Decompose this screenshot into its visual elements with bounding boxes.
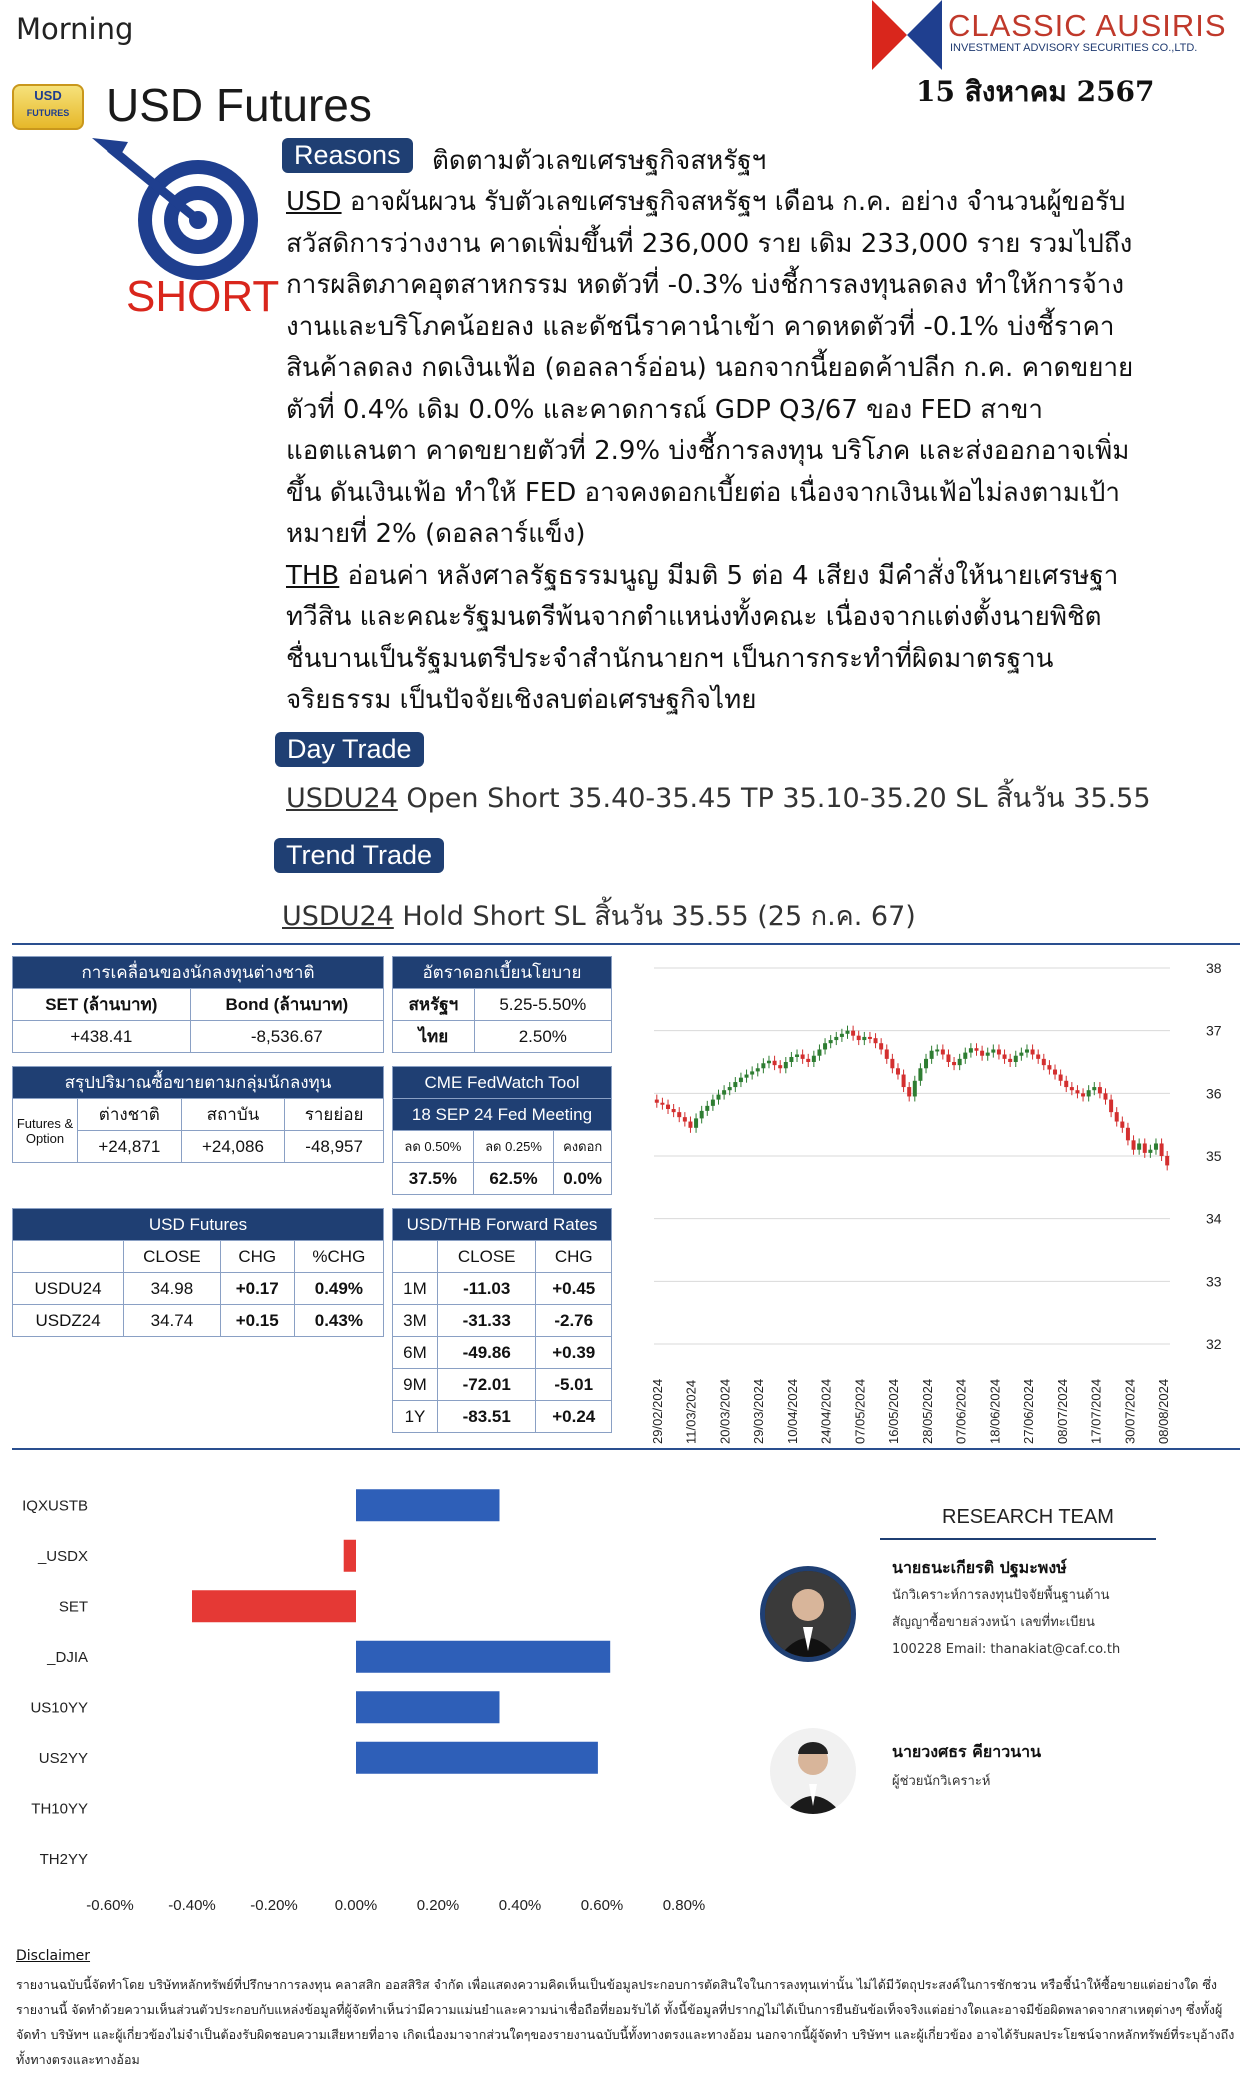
candle-body bbox=[660, 1103, 664, 1105]
candle-body bbox=[767, 1061, 771, 1064]
candle-body bbox=[823, 1043, 827, 1049]
candle-body bbox=[829, 1040, 833, 1043]
day-trade-line bbox=[286, 776, 1151, 819]
candle-body bbox=[941, 1049, 945, 1054]
bond-value: -8,536.67 bbox=[190, 1021, 383, 1053]
candle-body bbox=[963, 1053, 967, 1059]
institution-header: สถาบัน bbox=[181, 1099, 285, 1131]
fedwatch-table bbox=[392, 1066, 612, 1195]
candle-body bbox=[1081, 1093, 1085, 1096]
chg-header: CHG bbox=[220, 1241, 294, 1273]
analyst-2-name: นายวงศธร คียาวนาน bbox=[892, 1742, 1042, 1761]
thb-paragraph-text: อ่อนค่า หลังศาลรัฐธรรมนูญ มีมติ 5 ต่อ 4 เสียง มีคำสั่งให้นายเศรษฐา ทวีสิน และคณะรัฐมนตรีพ้นจากตำแหน่งทั้งคณะ เนื่องจากแต่งตั้งนายพิชิต ชื่นบานเป็นรัฐมนตรีประจำสำนักนายกฯ เป็นการกระทำที่ผิดมาตรฐานจริยธรรม เป็นปัจจัยเชิงลบต่อเศรษฐกิจไทย bbox=[286, 560, 1119, 715]
candle-body bbox=[1143, 1143, 1147, 1152]
table-row: 9M -72.01 -5.01 bbox=[393, 1369, 612, 1401]
usd-paragraph bbox=[286, 182, 1156, 556]
candle-body bbox=[666, 1105, 670, 1109]
analyst-2-avatar bbox=[770, 1728, 856, 1814]
thb-paragraph bbox=[286, 556, 1156, 722]
candle-body bbox=[1064, 1081, 1068, 1087]
x-tick-label: 29/03/2024 bbox=[751, 1378, 767, 1444]
candle-body bbox=[1148, 1150, 1152, 1153]
bar bbox=[344, 1540, 356, 1572]
candle-body bbox=[1165, 1156, 1169, 1165]
candle-body bbox=[1047, 1065, 1051, 1069]
report-date: 15 สิงหาคม 2567 bbox=[916, 75, 1155, 108]
day-trade-symbol: USDU24 bbox=[286, 783, 398, 814]
candle-body bbox=[874, 1038, 878, 1043]
candle-body bbox=[1008, 1059, 1012, 1062]
report-session-label: Morning bbox=[16, 12, 134, 46]
badge-bottom-text: FUTURES bbox=[26, 108, 70, 118]
trend-trade-symbol: USDU24 bbox=[282, 901, 394, 932]
table-row: 1Y -83.51 +0.24 bbox=[393, 1401, 612, 1433]
candle-body bbox=[795, 1054, 799, 1057]
foreign-header: ต่างชาติ bbox=[78, 1099, 182, 1131]
x-tick-label: 0.20% bbox=[416, 1897, 460, 1914]
market-change-bar-chart bbox=[0, 1460, 720, 1930]
candle-body bbox=[1014, 1056, 1018, 1062]
reasons-header: Reasons bbox=[282, 138, 413, 173]
candle-body bbox=[997, 1049, 1001, 1054]
x-tick-label: 10/04/2024 bbox=[784, 1378, 800, 1444]
candle-body bbox=[1109, 1100, 1113, 1113]
th-label: ไทย bbox=[393, 1021, 475, 1053]
company-name: CLASSIC AUSIRIS bbox=[948, 8, 1227, 43]
disclaimer-title: Disclaimer bbox=[16, 1948, 91, 1964]
day-trade-text: Open Short 35.40-35.45 TP 35.10-35.20 SL สิ้นวัน 35.55 bbox=[397, 783, 1151, 814]
candle-body bbox=[1160, 1143, 1164, 1156]
x-tick-label: 24/04/2024 bbox=[818, 1378, 834, 1444]
th-rate: 2.50% bbox=[474, 1021, 611, 1053]
candle-body bbox=[924, 1059, 928, 1068]
badge-top-text: USD bbox=[34, 88, 62, 103]
forward-rates-table bbox=[392, 1208, 612, 1433]
section-divider bbox=[12, 1448, 1240, 1450]
research-team-underline bbox=[880, 1538, 1156, 1540]
foreign-value: +24,871 bbox=[78, 1131, 182, 1163]
candle-body bbox=[918, 1068, 922, 1081]
x-tick-label: 28/05/2024 bbox=[919, 1378, 935, 1444]
candle-body bbox=[1036, 1054, 1040, 1058]
thb-keyword: THB bbox=[286, 560, 340, 591]
x-tick-label: 18/06/2024 bbox=[987, 1378, 1003, 1444]
hold-header: คงดอก bbox=[554, 1131, 612, 1163]
candle-body bbox=[806, 1059, 810, 1062]
x-tick-label: -0.60% bbox=[86, 1897, 134, 1914]
candle-body bbox=[1115, 1112, 1119, 1121]
bar bbox=[192, 1590, 356, 1622]
analyst-2-info: ผู้ช่วยนักวิเคราะห์ bbox=[892, 1774, 991, 1789]
candle-body bbox=[879, 1043, 883, 1049]
candle-body bbox=[711, 1100, 715, 1106]
x-tick-label: 11/03/2024 bbox=[683, 1379, 699, 1444]
policy-rate-title: อัตราดอกเบี้ยนโยบาย bbox=[393, 957, 612, 989]
y-tick-label: 36 bbox=[1206, 1085, 1222, 1102]
usd-futures-table bbox=[12, 1208, 384, 1337]
x-tick-label: 07/06/2024 bbox=[953, 1378, 969, 1444]
x-tick-label: 27/06/2024 bbox=[1021, 1378, 1037, 1444]
candle-body bbox=[857, 1036, 861, 1040]
x-tick-label: 20/03/2024 bbox=[717, 1378, 733, 1444]
candle-body bbox=[1075, 1090, 1079, 1093]
bond-header: Bond (ล้านบาท) bbox=[190, 989, 383, 1021]
usdthb-candlestick-chart bbox=[640, 950, 1240, 1450]
x-tick-label: -0.40% bbox=[168, 1897, 216, 1914]
candle-body bbox=[1154, 1143, 1158, 1149]
candle-body bbox=[958, 1059, 962, 1065]
x-tick-label: 0.60% bbox=[580, 1897, 624, 1914]
category-label: TH10YY bbox=[31, 1800, 88, 1818]
usd-futures-title: USD Futures bbox=[13, 1209, 384, 1241]
set-value: +438.41 bbox=[13, 1021, 191, 1053]
table-row: USDZ24 34.74 +0.15 0.43% bbox=[13, 1305, 384, 1337]
page-title: USD Futures bbox=[106, 79, 372, 131]
retail-header: รายย่อย bbox=[285, 1099, 384, 1131]
candle-body bbox=[739, 1078, 743, 1082]
candle-body bbox=[672, 1109, 676, 1112]
candle-body bbox=[1070, 1087, 1074, 1090]
candle-body bbox=[717, 1095, 721, 1100]
candle-body bbox=[986, 1053, 990, 1056]
candle-body bbox=[789, 1057, 793, 1062]
candle-body bbox=[812, 1056, 816, 1062]
candle-body bbox=[700, 1111, 704, 1119]
candle-body bbox=[991, 1049, 995, 1052]
company-logo-icon bbox=[872, 0, 942, 70]
foreign-flow-title: การเคลื่อนของนักลงทุนต่างชาติ bbox=[13, 957, 384, 989]
candle-body bbox=[761, 1063, 765, 1068]
candle-body bbox=[885, 1049, 889, 1058]
candle-body bbox=[980, 1051, 984, 1056]
x-tick-label: 07/05/2024 bbox=[852, 1378, 868, 1444]
candle-body bbox=[907, 1087, 911, 1096]
us-label: สหรัฐฯ bbox=[393, 989, 475, 1021]
x-tick-label: 0.00% bbox=[334, 1897, 378, 1914]
category-label: US2YY bbox=[38, 1749, 88, 1767]
forward-title: USD/THB Forward Rates bbox=[393, 1209, 612, 1241]
y-tick-label: 32 bbox=[1206, 1336, 1222, 1352]
candle-body bbox=[1126, 1128, 1130, 1141]
x-tick-label: 29/02/2024 bbox=[650, 1378, 665, 1444]
reasons-title: ติดตามตัวเลขเศรษฐกิจสหรัฐฯ bbox=[432, 146, 767, 176]
candle-body bbox=[1042, 1059, 1046, 1065]
hold-value: 0.0% bbox=[554, 1163, 612, 1195]
category-label: IQXUSTB bbox=[22, 1497, 88, 1515]
usd-keyword: USD bbox=[286, 187, 342, 217]
candle-body bbox=[745, 1075, 749, 1078]
candle-body bbox=[1025, 1049, 1029, 1052]
candle-body bbox=[1098, 1087, 1102, 1093]
x-tick-label: 17/07/2024 bbox=[1088, 1378, 1104, 1444]
x-tick-label: 0.40% bbox=[498, 1897, 542, 1914]
candle-body bbox=[896, 1068, 900, 1074]
x-tick-label: 08/07/2024 bbox=[1054, 1378, 1070, 1444]
candle-body bbox=[902, 1075, 906, 1088]
y-tick-label: 38 bbox=[1206, 960, 1222, 976]
candle-body bbox=[1137, 1143, 1141, 1149]
table-row: 3M -31.33 -2.76 bbox=[393, 1305, 612, 1337]
candle-body bbox=[1059, 1075, 1063, 1081]
close-header: CLOSE bbox=[124, 1241, 221, 1273]
cut25-header: ลด 0.25% bbox=[473, 1131, 554, 1163]
usd-paragraph-text: อาจผันผวน รับตัวเลขเศรษฐกิจสหรัฐฯ เดือน ก.ค. อย่าง จำนวนผู้ขอรับสวัสดิการว่างงาน คาดเพิ่มขึ้นที่ 236,000 ราย เดิม 233,000 ราย รวมไปถึงการผลิตภาคอุตสาหกรรม หดตัวที่ -0.3% บ่งชี้การลงทุนลดลง ทำให้การจ้างงานและบริโภคน้อยลง และดัชนีราคานำเข้า คาดหดตัวที่ -0.1% บ่งชี้ราคาสินค้าลดลง กดเงินเฟ้อ (ดอลลาร์อ่อน) นอกจากนี้ยอดค้าปลีก ก.ค. คาดขยายตัวที่ 0.4% เดิม 0.0% และคาดการณ์ GDP Q3/67 ของ FED สาขาแอตแลนตา คาดขยายตัวที่ 2.9% บ่งชี้การลงทุน บริโภค และส่งออกอาจเพิ่มขึ้น ดันเงินเฟ้อ ทำให้ FED อาจคงดอกเบี้ยต่อ เนื่องจากเงินเฟ้อไม่ลงตามเป้าหมายที่ 2% (ดอลลาร์แข็ง) bbox=[286, 187, 1134, 549]
candle-body bbox=[784, 1062, 788, 1068]
target-dart-icon bbox=[88, 138, 278, 280]
y-tick-label: 35 bbox=[1206, 1148, 1222, 1164]
candle-body bbox=[688, 1122, 692, 1128]
disclaimer-text: รายงานฉบับนี้จัดทำโดย บริษัทหลักทรัพย์ที่ปรึกษาการลงทุน คลาสสิก ออสสิริส จำกัด เพื่อแสดงความคิดเห็นเป็นข้อมูลประกอบการตัดสินใจในการลงทุนเท่านั้น ไม่ได้มีวัตถุประสงค์ในการชักชวน หรือชี้นำให้ซื้อขายแต่อย่างใด ซึ่งรายงานนี้ จัดทำด้วยความเห็นส่วนตัวประกอบกับแหล่งข้อมูลที่ผู้จัดทำเห็นว่ามีความแม่นยำและความน่าเชื่อถือที่ยอมรับได้ ทั้งนี้ข้อมูลที่ปรากฏไม่ได้เป็นการยืนยันข้อเท็จจริงแต่อย่างใดและอาจมีข้อผิดพลาดจากสาเหตุต่างๆ ซึ่งทั้งผู้จัดทำ บริษัทฯ และผู้เกี่ยวข้องไม่จำเป็นต้องรับผิดชอบความเสียหายที่อาจ เกิดเนื่องมาจากส่วนใดๆของรายงานฉบับนี้ทั้งทางตรงและทางอ้อม นอกจากนี้ผู้จัดทำ บริษัทฯ และผู้เกี่ยวข้อง อาจได้รับผลประโยชน์จากหลักทรัพย์ที่ระบุอ้างถึงทั้งทางตรงและทางอ้อม bbox=[16, 1977, 1235, 2067]
set-header: SET (ล้านบาท) bbox=[13, 989, 191, 1021]
fwd-chg-header: CHG bbox=[536, 1241, 612, 1273]
candle-body bbox=[773, 1061, 777, 1065]
analyst-1-avatar bbox=[760, 1566, 856, 1662]
fedwatch-meeting: 18 SEP 24 Fed Meeting bbox=[393, 1099, 612, 1131]
cut50-value: 37.5% bbox=[393, 1163, 474, 1195]
category-label: SET bbox=[58, 1598, 88, 1616]
candle-body bbox=[946, 1054, 950, 1062]
candle-body bbox=[722, 1090, 726, 1094]
candle-body bbox=[952, 1062, 956, 1065]
analyst-1-name: นายธนะเกียรติ ปฐมะพงษ์ bbox=[892, 1558, 1067, 1577]
table-row: USDU24 34.98 +0.17 0.49% bbox=[13, 1273, 384, 1305]
y-tick-label: 34 bbox=[1206, 1210, 1222, 1227]
candle-body bbox=[655, 1100, 659, 1103]
investor-summary-title: สรุปปริมาณซื้อขายตามกลุ่มนักลงทุน bbox=[13, 1067, 384, 1099]
trend-trade-header: Trend Trade bbox=[274, 838, 444, 873]
research-team-title: RESEARCH TEAM bbox=[942, 1506, 1114, 1528]
candle-body bbox=[733, 1082, 737, 1087]
x-tick-label: 0.80% bbox=[662, 1897, 706, 1914]
candle-body bbox=[846, 1031, 850, 1034]
pchg-header: %CHG bbox=[294, 1241, 383, 1273]
candle-body bbox=[1019, 1053, 1023, 1056]
x-tick-label: 08/08/2024 bbox=[1156, 1378, 1171, 1444]
category-label: US10YY bbox=[30, 1699, 88, 1717]
candle-body bbox=[1087, 1090, 1091, 1096]
fedwatch-title: CME FedWatch Tool bbox=[393, 1067, 612, 1099]
candle-body bbox=[756, 1068, 760, 1071]
x-tick-label: -0.20% bbox=[250, 1897, 298, 1914]
category-label: TH2YY bbox=[39, 1850, 88, 1868]
candle-body bbox=[913, 1081, 917, 1097]
us-rate: 5.25-5.50% bbox=[474, 989, 611, 1021]
candle-body bbox=[975, 1048, 979, 1051]
candle-body bbox=[930, 1051, 934, 1059]
candle-body bbox=[890, 1059, 894, 1068]
usd-futures-badge-icon bbox=[12, 84, 84, 130]
candle-body bbox=[1092, 1087, 1096, 1090]
bar bbox=[356, 1489, 500, 1521]
reasons-body bbox=[286, 182, 1156, 722]
candle-body bbox=[935, 1049, 939, 1051]
bar bbox=[356, 1641, 610, 1673]
category-label: _USDX bbox=[37, 1547, 88, 1565]
x-tick-label: 30/07/2024 bbox=[1122, 1378, 1138, 1444]
candle-body bbox=[677, 1112, 681, 1117]
analyst-1-info: นักวิเคราะห์การลงทุนปัจจัยพื้นฐานด้าน สัญญาซื้อขายล่วงหน้า เลขที่ทะเบียน 100228 Email: thanakiat@caf.co.th bbox=[892, 1588, 1121, 1657]
candle-body bbox=[750, 1071, 754, 1074]
candle-body bbox=[1120, 1122, 1124, 1128]
bar bbox=[356, 1691, 500, 1723]
candle-body bbox=[705, 1106, 709, 1111]
futures-option-label: Futures & Option bbox=[13, 1099, 78, 1163]
category-label: _DJIA bbox=[47, 1648, 88, 1666]
company-subtitle: INVESTMENT ADVISORY SECURITIES CO.,LTD. bbox=[950, 42, 1198, 54]
candle-body bbox=[728, 1087, 732, 1090]
trend-trade-text: Hold Short SL สิ้นวัน 35.55 (25 ก.ค. 67) bbox=[393, 901, 916, 932]
candle-body bbox=[1053, 1070, 1057, 1075]
foreign-flow-table bbox=[12, 956, 384, 1053]
y-tick-label: 33 bbox=[1206, 1273, 1222, 1290]
policy-rate-table bbox=[392, 956, 612, 1053]
candle-body bbox=[694, 1118, 698, 1127]
institution-value: +24,086 bbox=[181, 1131, 285, 1163]
cut50-header: ลด 0.50% bbox=[393, 1131, 474, 1163]
candle-body bbox=[834, 1037, 838, 1040]
candle-body bbox=[868, 1037, 872, 1039]
bar bbox=[356, 1742, 598, 1774]
investor-summary-table bbox=[12, 1066, 384, 1163]
x-tick-label: 16/05/2024 bbox=[886, 1378, 902, 1444]
cut25-value: 62.5% bbox=[473, 1163, 554, 1195]
candle-body bbox=[862, 1037, 866, 1040]
candle-body bbox=[1003, 1054, 1007, 1058]
position-short-label: SHORT bbox=[126, 272, 280, 321]
section-divider bbox=[12, 943, 1240, 945]
candle-body bbox=[840, 1034, 844, 1037]
candle-body bbox=[969, 1048, 973, 1052]
day-trade-header: Day Trade bbox=[275, 732, 424, 767]
y-tick-label: 37 bbox=[1206, 1022, 1222, 1039]
candle-body bbox=[1104, 1093, 1108, 1099]
retail-value: -48,957 bbox=[285, 1131, 384, 1163]
candle-body bbox=[801, 1054, 805, 1058]
candle-body bbox=[1132, 1140, 1136, 1149]
candle-body bbox=[851, 1031, 855, 1036]
candle-body bbox=[683, 1117, 687, 1121]
table-row: 1M -11.03 +0.45 bbox=[393, 1273, 612, 1305]
candle-body bbox=[778, 1065, 782, 1068]
trend-trade-line bbox=[282, 894, 916, 937]
candle-body bbox=[1031, 1049, 1035, 1054]
candle-body bbox=[817, 1049, 821, 1055]
fwd-close-header: CLOSE bbox=[437, 1241, 535, 1273]
table-row: 6M -49.86 +0.39 bbox=[393, 1337, 612, 1369]
